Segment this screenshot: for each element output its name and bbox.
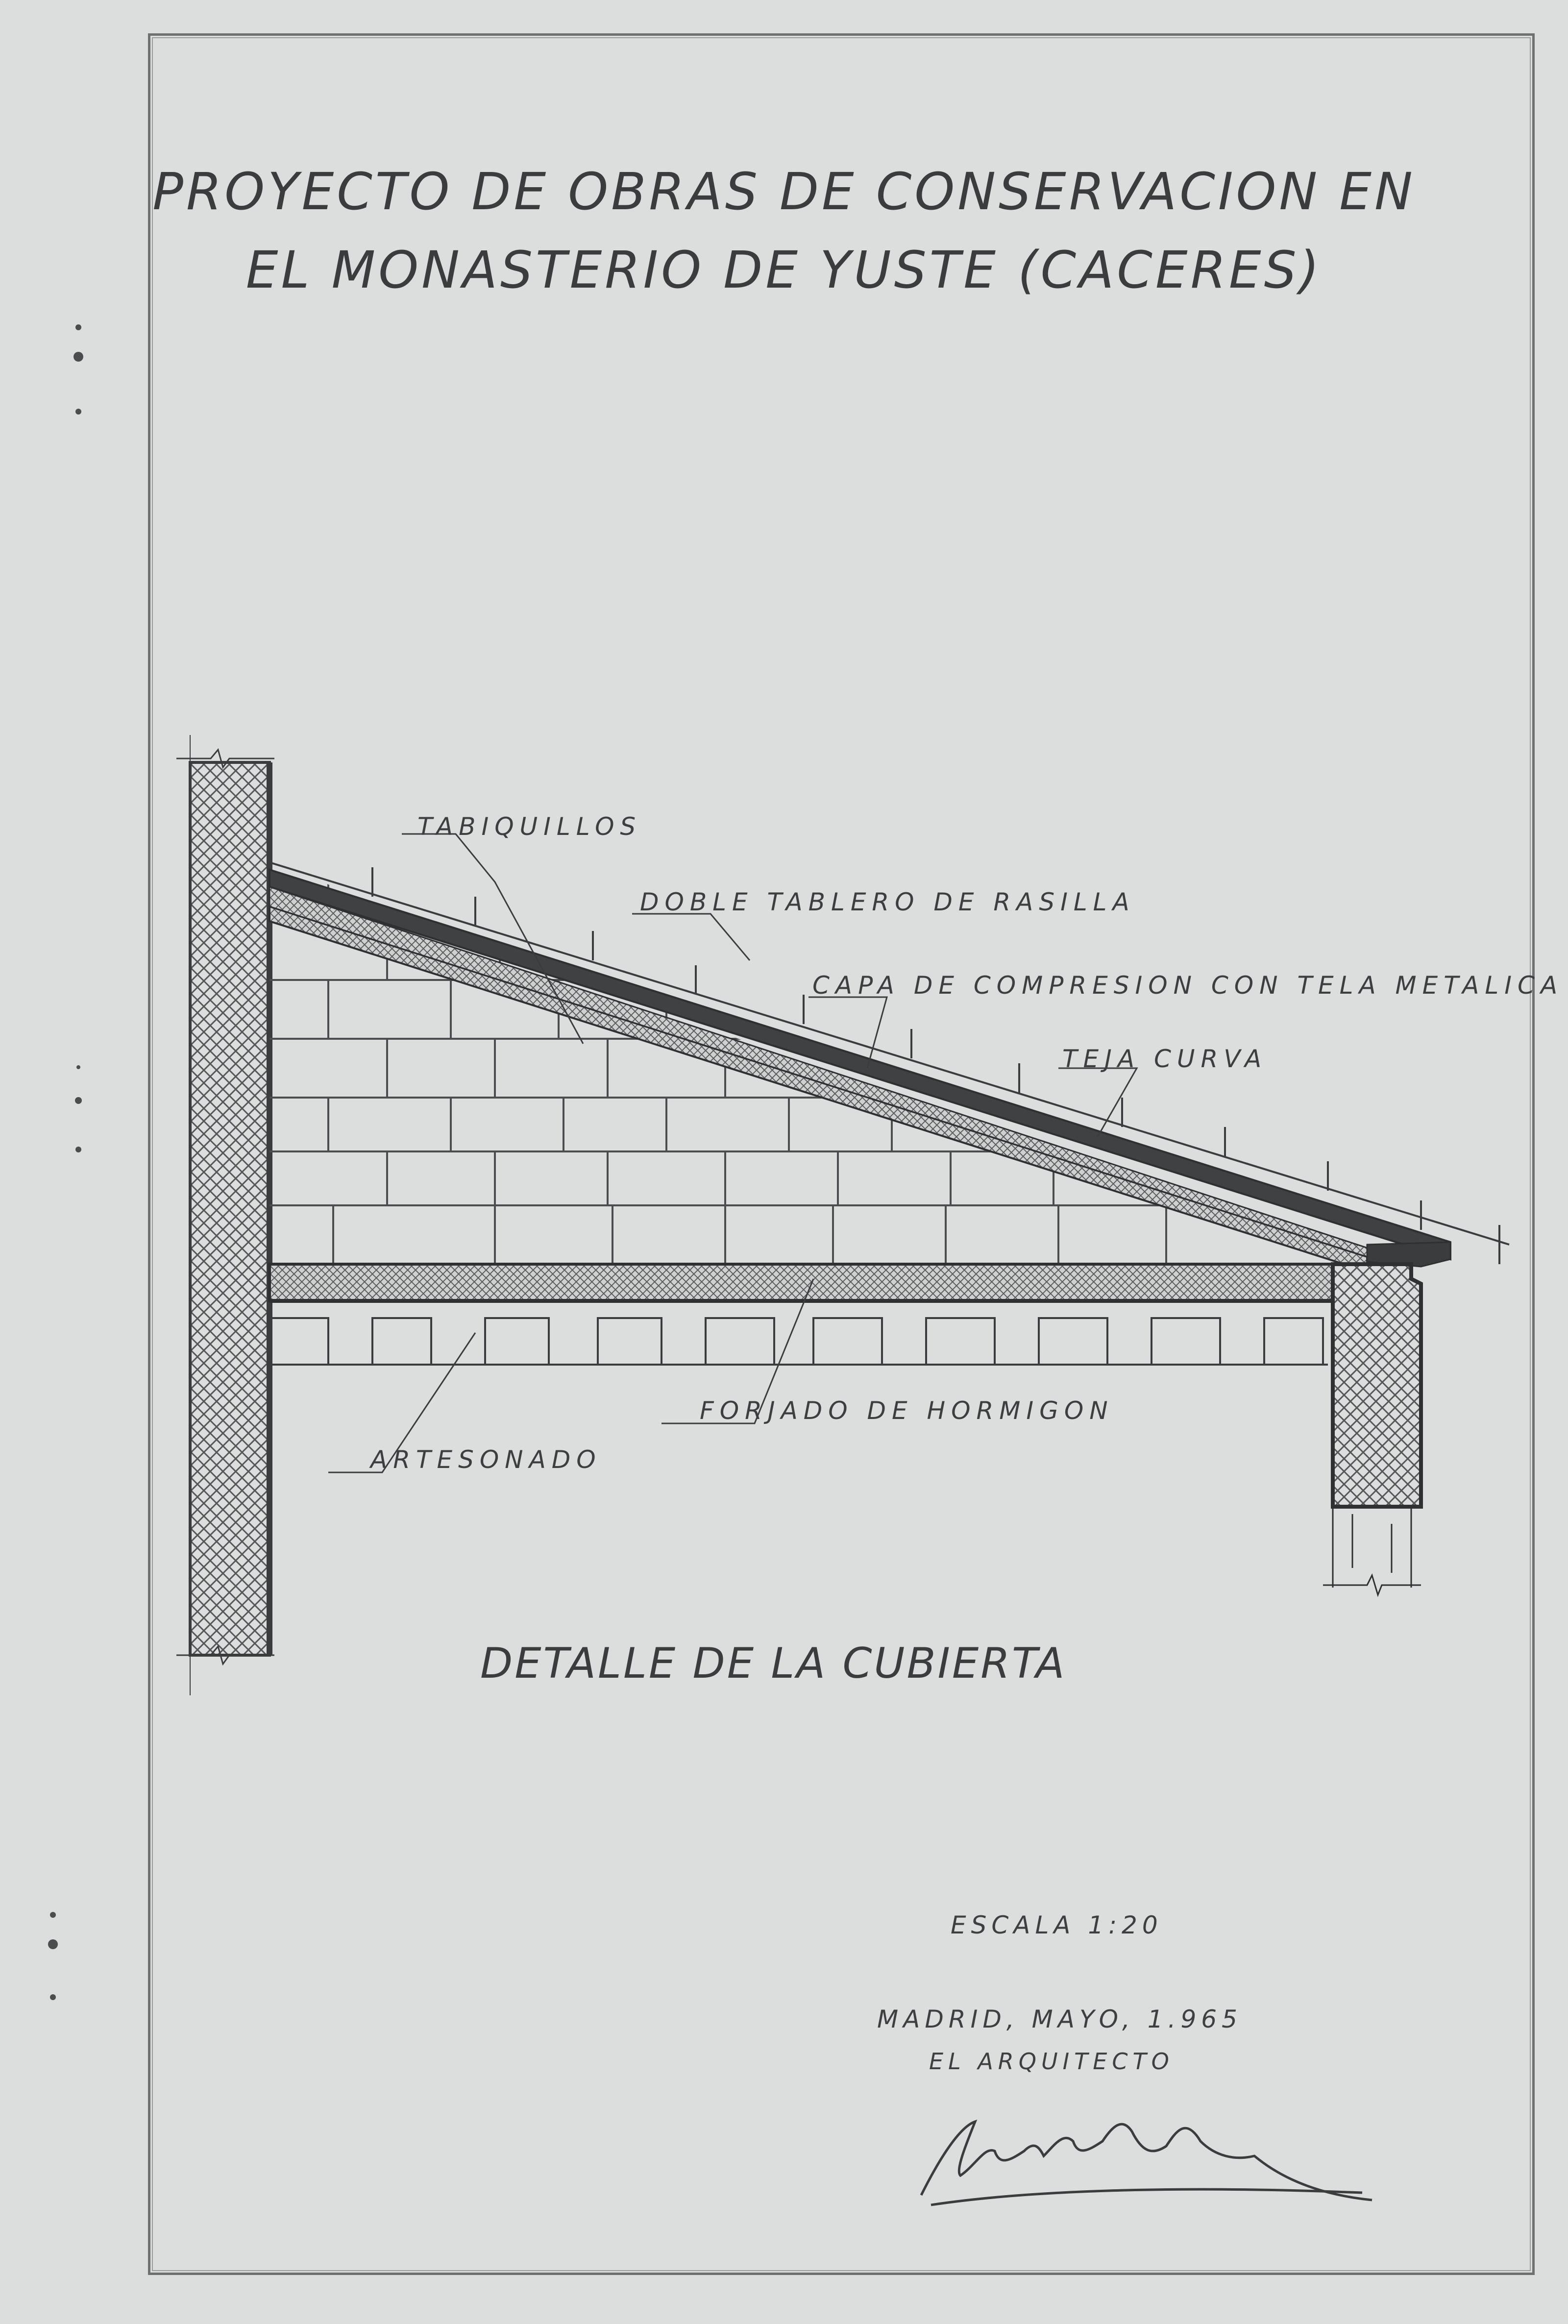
title-line-1: PROYECTO DE OBRAS DE CONSERVACION EN: [152, 162, 1416, 221]
signature-graphic: [921, 2122, 1372, 2205]
label-forjado: FORJADO DE HORMIGON: [700, 1396, 1114, 1425]
label-artesonado: ARTESONADO: [370, 1445, 602, 1474]
margin-marks: [48, 324, 83, 2000]
place-date: MADRID, MAYO, 1.965: [877, 2005, 1242, 2033]
label-doble-tablero: DOBLE TABLERO DE RASILLA: [640, 888, 1135, 916]
drawing-caption: DETALLE DE LA CUBIERTA: [480, 1639, 1067, 1688]
scale-note: ESCALA 1:20: [951, 1911, 1163, 1939]
roof-slope: [270, 870, 1450, 1272]
title-line-2: EL MONASTERIO DE YUSTE (CACERES): [245, 240, 1323, 300]
label-capa-compresion: CAPA DE COMPRESION CON TELA METALICA: [812, 971, 1564, 1000]
concrete-slab: [270, 1264, 1411, 1301]
coffers: [270, 1318, 1328, 1365]
signatory-title: EL ARQUITECTO: [929, 2048, 1174, 2075]
right-pier: [1323, 1264, 1421, 1595]
label-teja-curva: TEJA CURVA: [1062, 1045, 1268, 1073]
left-wall: [176, 735, 274, 1695]
label-tabiquillos: TABIQUILLOS: [417, 812, 642, 841]
